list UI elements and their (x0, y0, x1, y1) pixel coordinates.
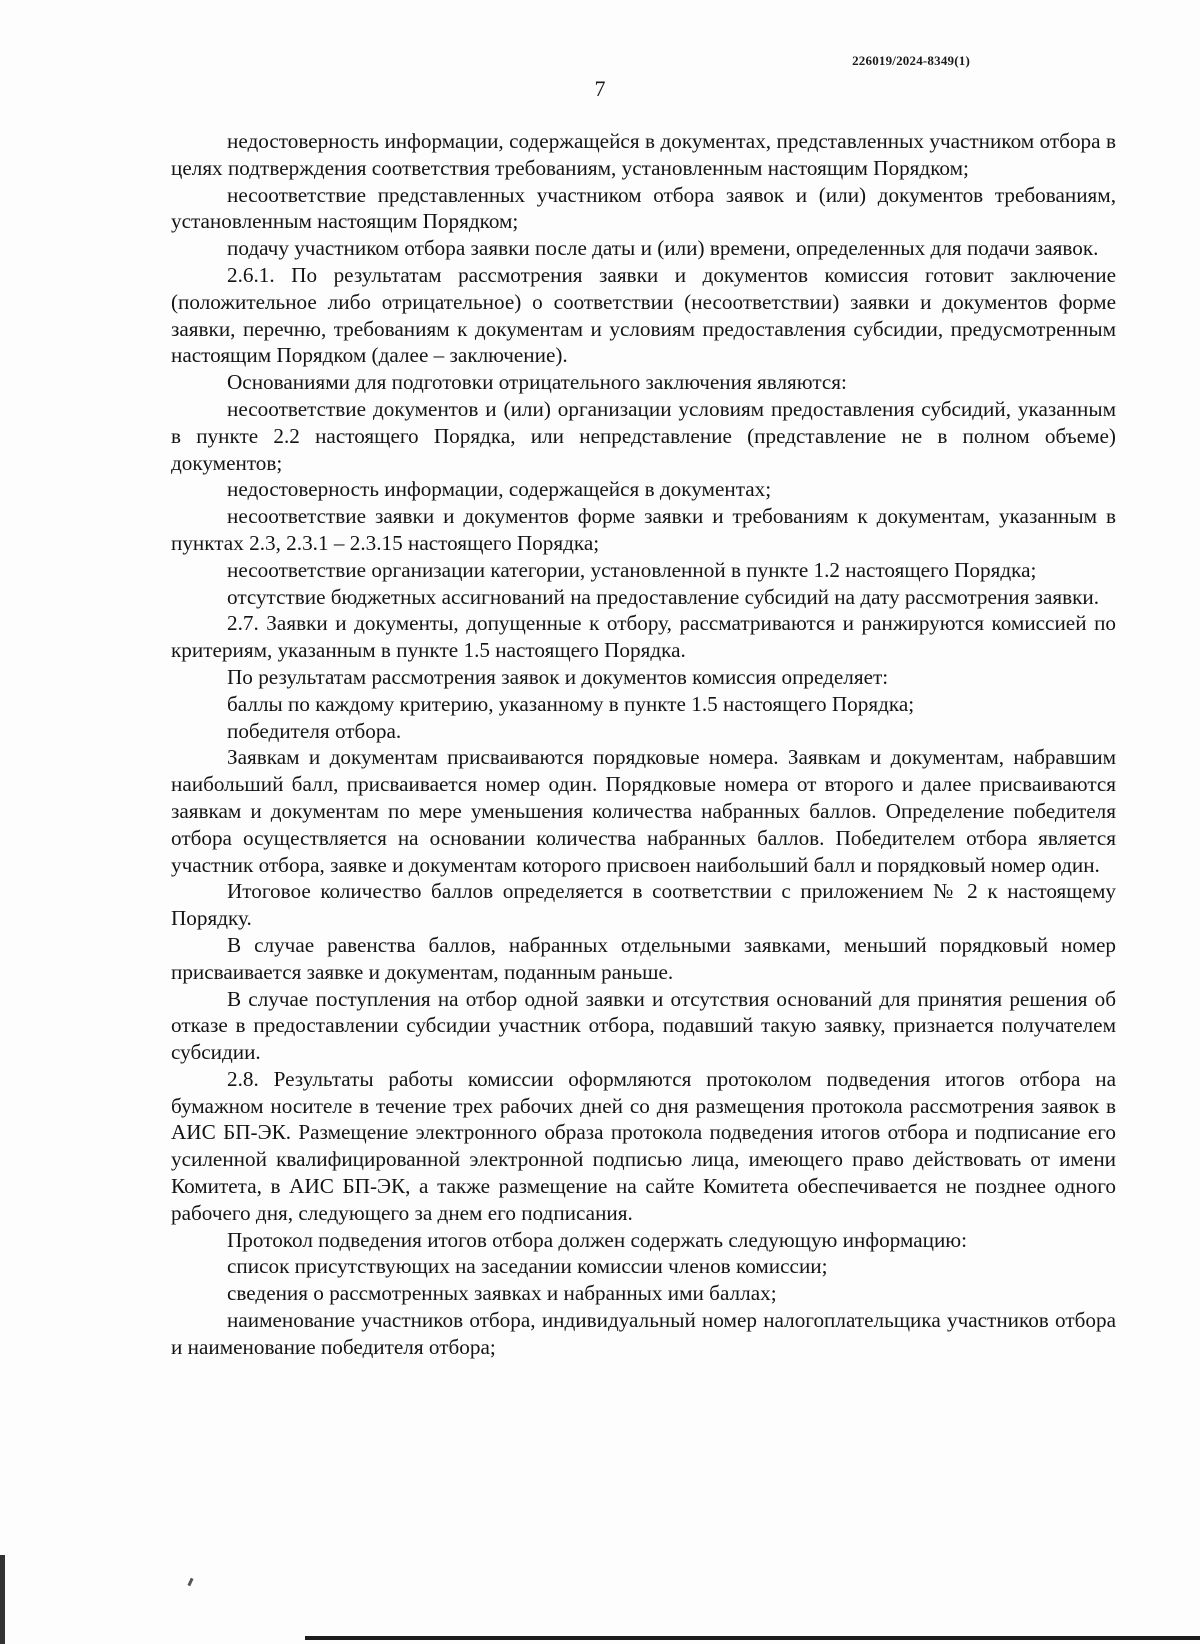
paragraph: несоответствие заявки и документов форме заявки и требованиям к документам, указанным в пунктах 2.3, 2.3.1 – 2.3.15 настоящего Порядка; (171, 504, 1116, 555)
paragraph: список присутствующих на заседании комиссии членов комиссии; (227, 1254, 828, 1279)
paragraph: несоответствие документов и (или) организации условиям предоставления субсидий, указанным в пункте 2.2 настоящего Порядка, или непредставление (представление не в полном объеме) документов; (171, 396, 1116, 475)
paragraph: баллы по каждому критерию, указанному в пункте 1.5 настоящего Порядка; (227, 691, 915, 716)
paragraph: Основаниями для подготовки отрицательного заключения являются: (227, 370, 847, 395)
paragraph: Протокол подведения итогов отбора должен содержать следующую информацию: (227, 1227, 968, 1252)
paragraph-2-6-1: 2.6.1. По результатам рассмотрения заявки и документов комиссия готовит заключение (положительное либо отрицательное) о соответствии (несоответствии) заявки и документов форме заявки, перечню, требованиям к документам и условиям предоставления субсидии, предусмотренным настоящим Порядком (далее – заключение). (171, 262, 1116, 368)
paragraph: Заявкам и документам присваиваются порядковые номера. Заявкам и документам, набравшим наибольший балл, присваивается номер один. Порядковые номера от второго и далее присваиваются заявкам и документам по мере уменьшения количества набранных баллов. Определение победителя отбора осуществляется на основании количества набранных баллов. Победителем отбора является участник отбора, заявке и документам которого присвоен наибольший балл и порядковый номер один. (171, 745, 1116, 877)
paragraph: подачу участником отбора заявки после даты и (или) времени, определенных для подачи заявок. (227, 236, 1099, 261)
paragraph: победителя отбора. (227, 718, 402, 743)
scan-left-edge (0, 1555, 5, 1644)
document-registration-number: 226019/2024-8349(1) (852, 53, 970, 68)
paragraph: В случае равенства баллов, набранных отдельными заявками, меньший порядковый номер присваивается заявке и документам, поданным раньше. (171, 932, 1116, 984)
paragraph: По результатам рассмотрения заявок и документов комиссия определяет: (227, 664, 889, 689)
paragraph-2-7: 2.7. Заявки и документы, допущенные к отбору, рассматриваются и ранжируются комиссией по критериям, указанным в пункте 1.5 настоящего Порядка. (171, 611, 1116, 663)
paragraph: Итоговое количество баллов определяется в соответствии с приложением № 2 к настоящему Порядку. (171, 879, 1116, 931)
document-body (171, 128, 1116, 1361)
paragraph-2-8: 2.8. Результаты работы комиссии оформляются протоколом подведения итогов отбора на бумажном носителе в течение трех рабочих дней со дня размещения протокола рассмотрения заявок в АИС БП-ЭК. Размещение электронного образа протокола подведения итогов отбора и подписание его усиленной квалифицированной электронной подписью лица, имеющего право действовать от имени Комитета, в АИС БП-ЭК, а также размещение на сайте Комитета обеспечивается не позднее одного рабочего дня, следующего за днем его подписания. (171, 1066, 1116, 1225)
paragraph: отсутствие бюджетных ассигнований на предоставление субсидий на дату рассмотрения заявки. (227, 584, 1100, 609)
paragraph: несоответствие организации категории, установленной в пункте 1.2 настоящего Порядка; (227, 557, 1037, 582)
paragraph: наименование участников отбора, индивидуальный номер налогоплательщика участников отбора и наименование победителя отбора; (171, 1308, 1116, 1359)
paragraph: недостоверность информации, содержащейся в документах; (227, 477, 772, 502)
paragraph: сведения о рассмотренных заявках и набранных ими баллах; (227, 1281, 777, 1306)
scan-speck (187, 1578, 193, 1587)
paragraph: несоответствие представленных участником отбора заявок и (или) документов требованиям, установленным настоящим Порядком; (171, 182, 1116, 234)
scan-bottom-edge-line (305, 1636, 1200, 1640)
paragraph: недостоверность информации, содержащейся в документах, представленных участником отбора в целях подтверждения соответствия требованиям, установленным настоящим Порядком; (171, 129, 1116, 180)
page-number: 7 (594, 76, 606, 101)
paragraph: В случае поступления на отбор одной заявки и отсутствия оснований для принятия решения об отказе в предоставлении субсидии участник отбора, подавший такую заявку, признается получателем субсидии. (171, 986, 1116, 1065)
